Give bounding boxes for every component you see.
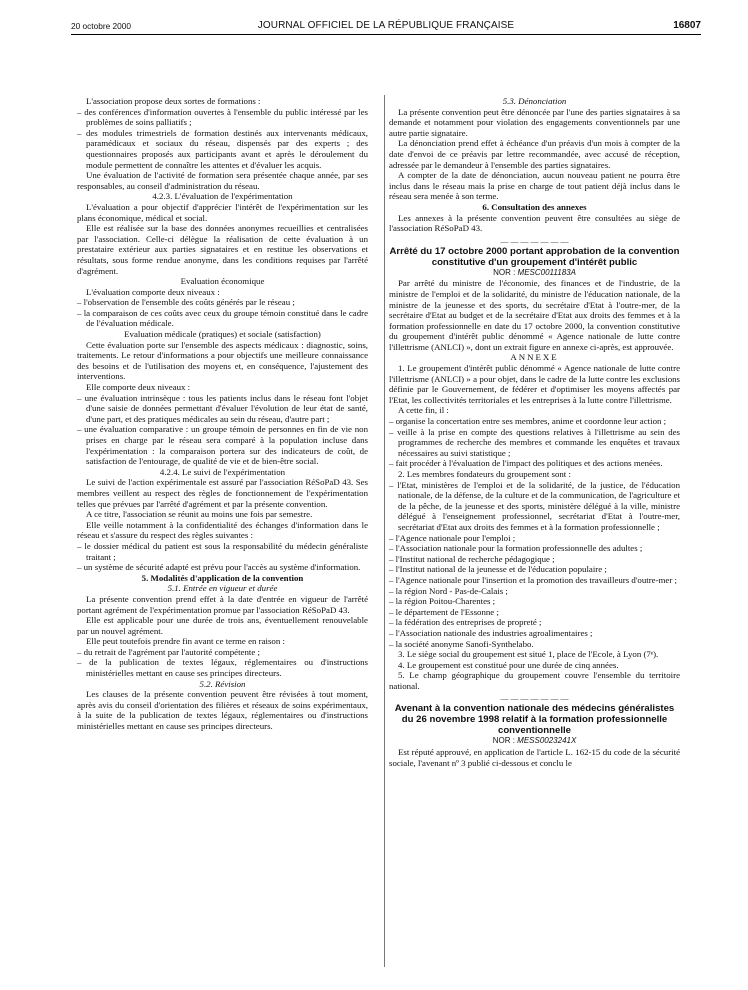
amendment-title: Avenant à la convention nationale des médecins généralistes du 26 novembre 1998 relatif à la formation professionnelle conventionnelle [394,703,675,737]
list-item: – un système de sécurité adapté est prévu pour l'accès au système d'information. [77,562,361,573]
journal-title: JOURNAL OFFICIEL DE LA RÉPUBLIQUE FRANÇAISE [257,20,515,31]
header-date: 20 octobre 2000 [71,21,131,31]
list-item: – l'Etat, ministères de l'emploi et de la solidarité, de la justice, de l'éducation nationale, de la défense, de la culture et de la communication, de l'agriculture et de la pêche, de la jeunesse et des sports, ministère délégué à la ville, ministre délégué à l'enseignement professionnel, secrétariat d'Etat à l'outre-mer, secrétariat d'Etat aux droits des femmes et à la formation professionnelle ; [389,479,681,532]
section-heading-5: 5. Modalités d'application de la convention [141,572,304,583]
paragraph: Elle est réalisée sur la base des données anonymes recueillies et centralisées par l'association. Celle-ci délègue la réalisation de cette évaluation à un prestataire extérieur aux parties signataires et en restitue les observations et résultats, sous forme rendue anonyme, dans les conditions requises par l'arrêté d'agrément. [77,223,368,276]
paragraph: Les annexes à la présente convention peuvent être consultées au siège de l'association RéSoPaD 43. [389,212,680,234]
list-item: – des modules trimestriels de formation destinés aux intervenants médicaux, paramédicaux et sociaux du réseau, dispensés par des experts ; des questionnaires proposés aux participants avant et après le déroulement du module permettent de connaître les attentes et d'évaluer les acquis. [77,127,368,170]
paragraph: 5. Le champ géographique du groupement couvre l'ensemble du territoire national. [389,670,680,691]
list-item: – l'Association nationale des industries agroalimentaires ; [389,627,593,638]
paragraph: Une évaluation de l'activité de formation sera présentée chaque année, par ses responsables, au conseil d'administration du réseau. [77,170,368,191]
paragraph: A compter de la date de dénonciation, aucun nouveau patient ne pourra être inclus dans le réseau mais la prise en charge de tout patient déjà inclus dans le réseau sera menée à son terme. [389,170,680,202]
list-item: – la fédération des entreprises de propreté ; [389,617,542,628]
paragraph: Les clauses de la présente convention peuvent être révisées à tout moment, après avis du conseil d'orientation des filières et réseaux de soins expérimentaux, à la suite de la publication de textes légaux, réglementaires ou d'instructions ministérielles mettant en cause ses principes directeurs. [77,689,368,732]
column-divider [384,95,385,967]
paragraph: Le suivi de l'action expérimentale est assuré par l'association RéSoPaD 43. Ses membres veillent au respect des règles de fonctionnement de l'expérimentation telles que prévues par l'arrêté d'agrément et par la présente convention. [77,477,368,509]
left-column [77,96,368,732]
paragraph: Est réputé approuvé, en application de l'article L. 162-15 du code de la sécurité sociale, l'avenant nº 3 publié ci-dessous et conclu le [389,747,680,768]
list-item: – une évaluation intrinsèque : tous les patients inclus dans le réseau font l'objet d'une saisie de données permettant d'évaluer l'évolution de leur état de santé, d'une part, et des pratiques médicales au sein du réseau, d'autre part ; [77,392,368,424]
section-heading-4-2-3: 4.2.3. L'évaluation de l'expérimentation [152,191,293,202]
list-item: – la comparaison de ces coûts avec ceux du groupe témoin constitué dans le cadre de l'évaluation médicale. [77,307,368,329]
paragraph: Par arrêté du ministre de l'économie, des finances et de l'industrie, de la ministre de l'emploi et de la solidarité, du ministre de l'éducation nationale, de la ministre de la jeunesse et des sports, du secrétaire d'Etat à l'outre-mer, de la secrétaire d'Etat au budget et de la secrétaire d'Etat aux droits des femmes et à la formation professionnelle en date du 17 octobre 2000, la convention constitutive du groupement d'intérêt public dénommé « Agence nationale de lutte contre l'illettrisme (ANLCI) », dont un extrait figure en annexe ci-après, est approuvée. [389,278,680,352]
list-item: – veille à la prise en compte des questions relatives à l'illettrisme au sein des programmes de recherche des membres et commande les enquêtes et travaux nécessaires au suivi statistique ; [389,426,680,458]
paragraph: Cette évaluation porte sur l'ensemble des aspects médicaux : diagnostic, soins, traitements. Le retour d'informations a pour objectifs une meilleure connaissance des besoins et de l'utilisation des moyens et, en conséquence, l'ajustement des interventions. [77,339,368,382]
nor-reference [389,268,680,279]
right-column [389,96,680,768]
list-item: – le dossier médical du patient est sous la responsabilité du médecin généraliste traitant ; [77,540,368,562]
list-item: – la société anonyme Sanofi-Synthelabo. [389,638,534,649]
list-item: – l'Institut national de la jeunesse et de l'éducation populaire ; [389,564,607,575]
separator: — — — — — — — [500,236,569,246]
section-heading-6: 6. Consultation des annexes [482,201,587,212]
list-item: – organise la concertation entre ses membres, anime et coordonne leur action ; [389,416,667,427]
list-item: – des conférences d'information ouvertes à l'ensemble du public intéressé par les problèmes de soins palliatifs ; [77,106,368,128]
paragraph: L'évaluation comporte deux niveaux : [86,286,220,297]
paragraph: La présente convention peut être dénoncée par l'une des parties signataires à sa demande et notamment pour violation des engagements conventionnels par une autre partie signataire. [389,106,680,138]
list-item: – l'Institut national de recherche pédagogique ; [389,553,555,564]
section-heading-5-3: 5.3. Dénonciation [502,96,567,106]
nor-code: MESC0011183A [517,267,576,277]
nor-label: NOR : [493,267,516,277]
paragraph: 4. Le groupement est constitué pour une durée de cinq années. [398,659,619,670]
section-heading-4-2-4: 4.2.4. Le suivi de l'expérimentation [159,466,286,477]
page-number: 16807 [673,20,701,31]
list-item: – l'observation de l'ensemble des coûts générés par le réseau ; [77,297,295,308]
paragraph: 2. Les membres fondateurs du groupement sont : [398,469,571,479]
list-item: – une évaluation comparative : un groupe témoin de personnes en fin de vie non prises en charge par le réseau sera comparé à la population incluse dans l'expérimentation : la comparaison portera sur des indicateurs de coût, de satisfaction de l'entourage, de qualité de vie et de bien-être social. [77,424,368,467]
list-item: – la région Poitou-Charentes ; [389,596,496,607]
nor-code: MESS0023241X [517,736,577,746]
paragraph: Elle est applicable pour une durée de trois ans, éventuellement renouvelable par un nouvel agrément. [77,615,368,636]
nor-reference [389,736,680,747]
subheading-economic: Evaluation économique [180,276,265,287]
decree-title: Arrêté du 17 octobre 2000 portant approbation de la convention constitutive d'un groupement d'intérêt public [389,245,680,268]
paragraph: A ce titre, l'association se réunit au moins une fois par semestre. [86,509,313,520]
list-item: – de la publication de textes légaux, réglementaires ou d'instructions ministérielles mettant en cause ses principes directeurs. [77,657,368,679]
list-item: – la région Nord - Pas-de-Calais ; [389,585,508,596]
section-heading-5-1: 5.1. Entrée en vigueur et durée [167,583,278,594]
list-item: – l'Agence nationale pour l'insertion et la promotion des travailleurs d'outre-mer ; [389,574,677,585]
list-item: – l'Agence nationale pour l'emploi ; [389,532,516,543]
list-item: – du retrait de l'agrément par l'autorité compétente ; [77,646,260,657]
paragraph: La dénonciation prend effet à échéance d'un préavis d'un mois à compter de la date d'envoi de ce préavis par lettre recommandée, avec accusé de réception, adressée par le demandeur à l'ensemble des parties signataires. [389,138,680,170]
header-rule [71,34,701,35]
paragraph: Elle veille notamment à la confidentialité des échanges d'information dans le réseau et s'assure du respect des règles suivantes : [77,519,368,541]
paragraph: 1. Le groupement d'intérêt public dénommé « Agence nationale de lutte contre l'illettrisme (ANLCI) » a pour objet, dans le cadre de la lutte contre les exclusions définie par le Gouvernement, de fédérer et d'optimiser les moyens affectés par l'Etat, les collectivités territoriales et les entreprises à la lutte contre l'illettrisme. [389,363,680,405]
list-item: – le département de l'Essonne ; [389,606,499,617]
paragraph: 3. Le siège social du groupement est situé 1, place de l'Ecole, à Lyon (7ᵉ). [398,649,659,660]
paragraph: A cette fin, il : [398,405,449,416]
paragraph: Elle comporte deux niveaux : [86,382,191,393]
page-header [71,20,701,34]
paragraph: L'évaluation a pour objectif d'apprécier l'intérêt de l'expérimentation sur les plans économique, médical et social. [77,201,368,223]
nor-label: NOR : [492,736,515,746]
separator: — — — — — — — [500,694,569,704]
list-item: – fait procéder à l'évaluation de l'impact des politiques et des actions menées. [389,458,663,469]
annexe-heading: ANNEXE [510,352,559,363]
subheading-medical: Evaluation médicale (pratiques) et sociale (satisfaction) [124,329,321,340]
section-heading-5-2: 5.2. Révision [199,678,246,689]
paragraph: L'association propose deux sortes de formations : [86,96,261,106]
list-item: – l'Association nationale pour la formation professionnelle des adultes ; [389,543,643,554]
paragraph: Elle peut toutefois prendre fin avant ce terme en raison : [86,636,285,647]
paragraph: La présente convention prend effet à la date d'entrée en vigueur de l'arrêté portant agrément de l'expérimentation promue par l'association RéSoPaD 43. [77,593,368,615]
